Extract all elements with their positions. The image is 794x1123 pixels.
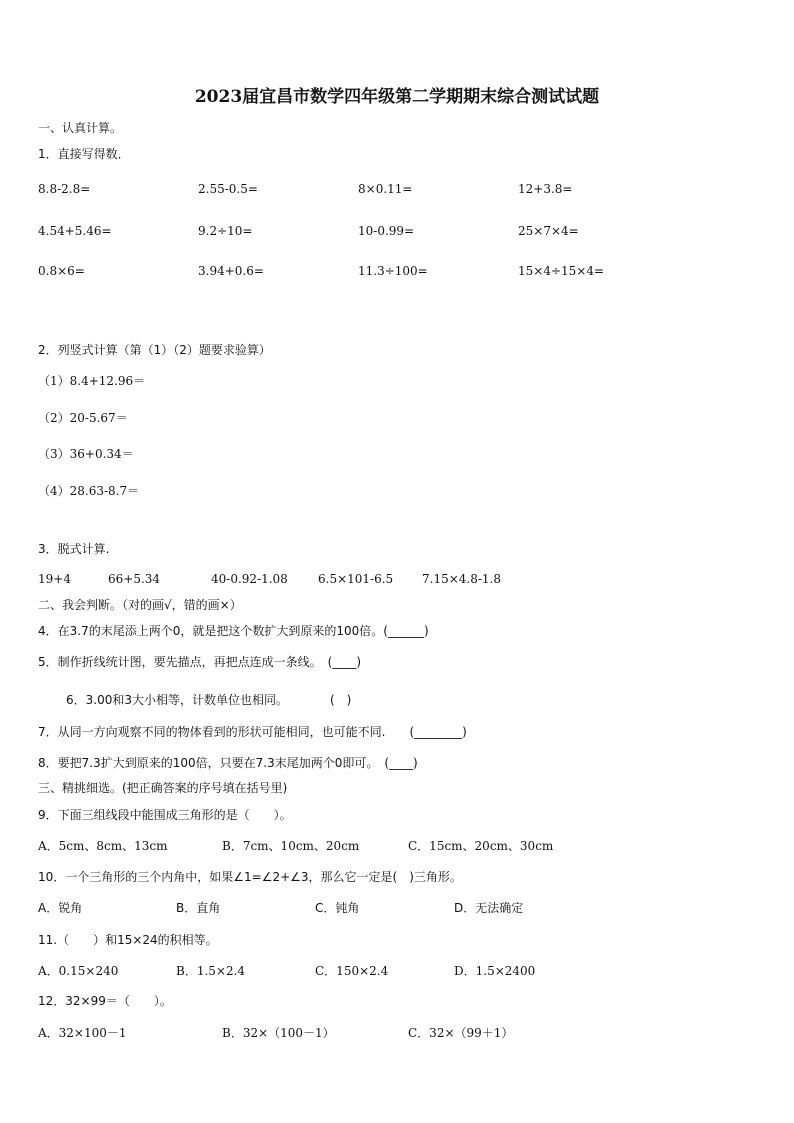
calc-item: 8×0.11= (358, 182, 413, 196)
step-calc-item: 66+5.34 (108, 572, 161, 586)
choice-option: B．32×（100－1） (222, 1026, 335, 1040)
section2-heading: 二、我会判断。（对的画√，错的画×） (38, 598, 242, 612)
choice-option: C．150×2.4 (315, 964, 389, 978)
choice-option: B．直角 (176, 901, 221, 915)
step-calc-item: 19+4 (38, 572, 71, 586)
choice-option: B．7cm、10cm、20cm (222, 839, 360, 853)
calc-item: 0.8×6= (38, 264, 85, 278)
choice-option: D．无法确定 (454, 901, 524, 915)
section1-heading: 一、认真计算。 (38, 121, 123, 135)
vertical-calc-item: （4）28.63-8.7＝ (38, 484, 140, 498)
calc-item: 11.3÷100= (358, 264, 428, 278)
choice-question-stem: 9．下面三组线段中能围成三角形的是（ ）。 (38, 808, 292, 822)
choice-option: A．32×100－1 (38, 1026, 127, 1040)
section3-heading: 三、精挑细选。(把正确答案的序号填在括号里) (38, 781, 288, 795)
calc-item: 10-0.99= (358, 224, 415, 238)
page-title: 2023届宜昌市数学四年级第二学期期末综合测试试题 (194, 87, 600, 107)
choice-question-stem: 11.（ ）和15×24的积相等。 (38, 933, 218, 947)
q1-stem: 1．直接写得数． (38, 147, 130, 161)
vertical-calc-item: （1）8.4+12.96＝ (38, 374, 146, 388)
step-calc-item: 40-0.92-1.08 (211, 572, 288, 586)
choice-option: A．5cm、8cm、13cm (38, 839, 168, 853)
choice-question-stem: 12．32×99＝（ ）。 (38, 994, 172, 1008)
step-calc-item: 7.15×4.8-1.8 (422, 572, 501, 586)
choice-option: C．32×（99＋1） (408, 1026, 514, 1040)
choice-option: A．0.15×240 (38, 964, 119, 978)
choice-option: A．锐角 (38, 901, 83, 915)
judge-item: 7．从同一方向观察不同的物体看到的形状可能相同，也可能不同. (________) (38, 725, 467, 739)
calc-item: 8.8-2.8= (38, 182, 91, 196)
choice-option: C．钝角 (315, 901, 360, 915)
step-calc-item: 6.5×101-6.5 (318, 572, 394, 586)
q3-stem: 3．脱式计算. (38, 542, 110, 556)
judge-item: 4．在3.7的末尾添上两个0，就是把这个数扩大到原来的100倍。(______) (38, 624, 429, 638)
choice-option: D．1.5×2400 (454, 964, 536, 978)
calc-item: 15×4÷15×4= (518, 264, 605, 278)
calc-item: 3.94+0.6= (198, 264, 264, 278)
choice-option: B．1.5×2.4 (176, 964, 246, 978)
judge-item: 5．制作折线统计图，要先描点，再把点连成一条线。 (____) (38, 655, 362, 669)
judge-item: 6．3.00和3大小相等，计数单位也相同。 ( ) (66, 693, 352, 707)
calc-item: 4.54+5.46= (38, 224, 112, 238)
choice-question-stem: 10．一个三角形的三个内角中，如果∠1=∠2+∠3，那么它一定是( )三角形。 (38, 870, 462, 884)
q2-stem: 2．列竖式计算（第（1）（2）题要求验算） (38, 343, 271, 357)
calc-item: 2.55-0.5= (198, 182, 258, 196)
calc-item: 12+3.8= (518, 182, 573, 196)
vertical-calc-item: （2）20-5.67＝ (38, 411, 128, 425)
calc-item: 9.2÷10= (198, 224, 253, 238)
calc-item: 25×7×4= (518, 224, 579, 238)
judge-item: 8．要把7.3扩大到原来的100倍，只要在7.3末尾加两个0即可。 (____) (38, 756, 418, 770)
choice-option: C．15cm、20cm、30cm (408, 839, 554, 853)
vertical-calc-item: （3）36+0.34＝ (38, 447, 134, 461)
